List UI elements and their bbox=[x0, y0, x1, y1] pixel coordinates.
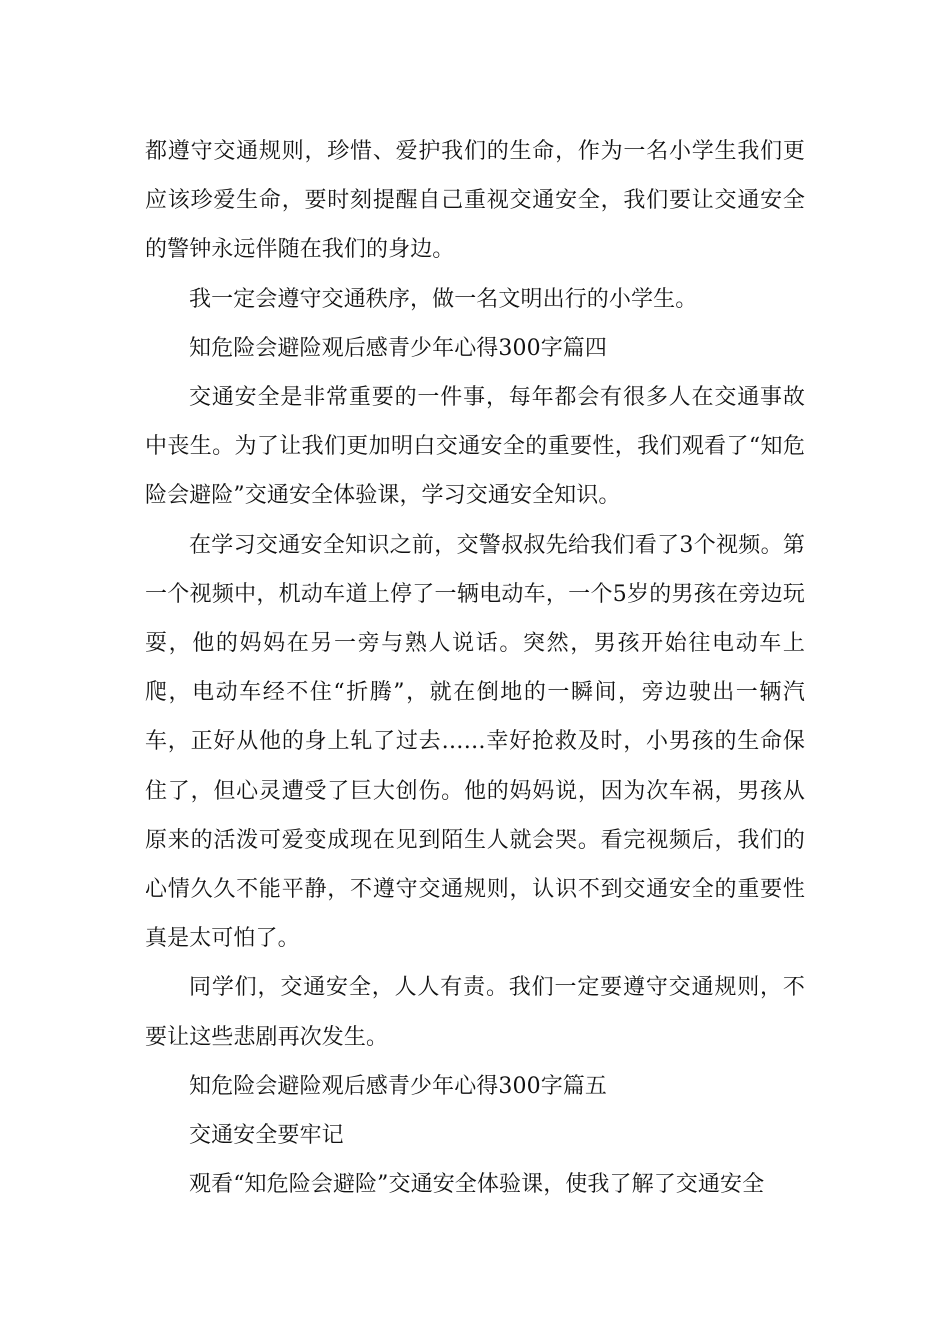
paragraph: 交通安全是非常重要的一件事，每年都会有很多人在交通事故中丧生。为了让我们更加明白交通安全的重要性，我们观看了“知危险会避险”交通安全体验课，学习交通安全知识。 bbox=[145, 385, 805, 509]
paragraph-continuation: 都遵守交通规则，珍惜、爱护我们的生命，作为一名小学生我们更应该珍爱生命，要时刻提醒自己重视交通安全，我们要让交通安全的警钟永远伴随在我们的身边。 bbox=[145, 139, 805, 263]
paragraph: 观看“知危险会避险”交通安全体验课，使我了解了交通安全 bbox=[189, 1172, 765, 1198]
section-heading: 知危险会避险观后感青少年心得300字篇五 bbox=[189, 1073, 607, 1099]
article-title: 交通安全要牢记 bbox=[189, 1123, 344, 1149]
paragraph: 我一定会遵守交通秩序，做一名文明出行的小学生。 bbox=[189, 286, 698, 312]
paragraph: 同学们，交通安全，人人有责。我们一定要遵守交通规则，不要让这些悲剧再次发生。 bbox=[145, 975, 805, 1050]
document-body bbox=[145, 127, 805, 1209]
section-heading: 知危险会避险观后感青少年心得300字篇四 bbox=[189, 335, 607, 361]
paragraph: 在学习交通安全知识之前，交警叔叔先给我们看了3个视频。第一个视频中，机动车道上停了一辆电动车，一个5岁的男孩在旁边玩耍，他的妈妈在另一旁与熟人说话。突然，男孩开始往电动车上爬，电动车经不住“折腾”，就在倒地的一瞬间，旁边驶出一辆汽车，正好从他的身上轧了过去……幸好抢救及时，小男孩的生命保住了，但心灵遭受了巨大创伤。他的妈妈说，因为次车祸，男孩从原来的活泼可爱变成现在见到陌生人就会哭。看完视频后，我们的心情久久不能平静，不遵守交通规则，认识不到交通安全的重要性真是太可怕了。 bbox=[145, 532, 805, 952]
